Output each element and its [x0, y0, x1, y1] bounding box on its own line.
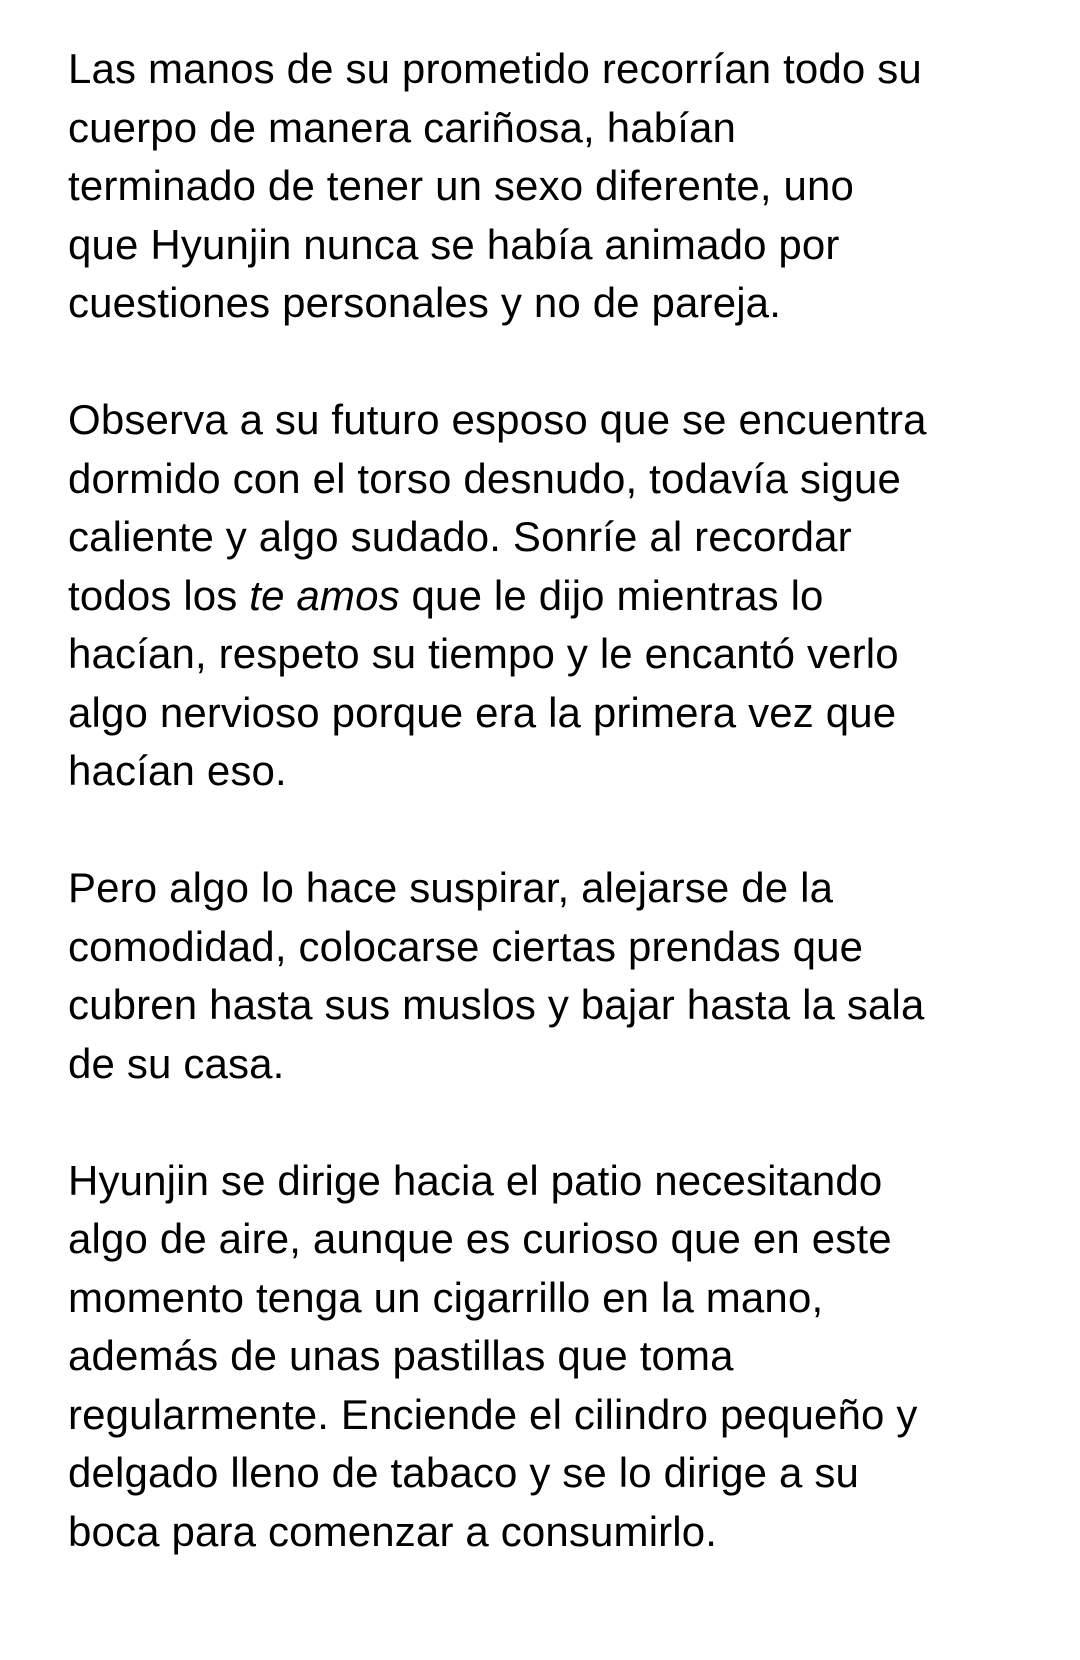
text-line: boca para comenzar a consumirlo. — [68, 1507, 718, 1555]
text-line: comodidad, colocarse ciertas prendas que — [68, 922, 864, 970]
text-line: caliente y algo sudado. Sonríe al recordar — [68, 513, 852, 560]
text-line: regularmente. Enciende el cilindro pequeño y — [68, 1390, 918, 1438]
paragraph-1 — [68, 40, 1068, 333]
text-line: hacían eso. — [68, 747, 287, 794]
text-line: cuerpo de manera cariñosa, habían — [68, 103, 737, 151]
text-line: cuestiones personales y no de pareja. — [68, 279, 782, 326]
italic-phrase: te amos — [249, 571, 400, 619]
text-line: Las manos de su prometido recorrían todo su — [68, 45, 922, 92]
text-line: de su casa. — [68, 1039, 285, 1087]
paragraph-3 — [68, 859, 1068, 1093]
story-text — [68, 40, 1068, 1561]
text-line: algo nervioso porque era la primera vez que — [68, 688, 897, 736]
text-line: algo de aire, aunque es curioso que en este — [68, 1215, 892, 1262]
text-segment: que le dijo mientras lo — [399, 571, 824, 619]
text-line: Pero algo lo hace suspirar, alejarse de la — [68, 864, 834, 911]
text-segment: todos los — [68, 571, 250, 619]
text-line: además de unas pastillas que toma — [68, 1332, 734, 1379]
text-line: que Hyunjin nunca se había animado por — [68, 220, 840, 268]
text-line: terminado de tener un sexo diferente, uno — [68, 162, 855, 209]
paragraph-gap — [68, 1093, 1068, 1152]
paragraph-gap — [68, 333, 1068, 392]
text-line: delgado lleno de tabaco y se lo dirige a su — [68, 1449, 859, 1496]
paragraph-gap — [68, 801, 1068, 860]
text-line: Hyunjin se dirige hacia el patio necesitando — [68, 1156, 883, 1204]
text-line: hacían, respeto su tiempo y le encantó verlo — [68, 630, 899, 677]
text-line: dormido con el torso desnudo, todavía sigue — [68, 454, 901, 502]
text-line — [68, 567, 1068, 626]
text-line: Observa a su futuro esposo que se encuentra — [68, 396, 927, 443]
text-line: momento tenga un cigarrillo en la mano, — [68, 1273, 824, 1321]
paragraph-4 — [68, 1152, 1068, 1562]
paragraph-2 — [68, 391, 1068, 801]
text-line: cubren hasta sus muslos y bajar hasta la sala — [68, 981, 925, 1028]
